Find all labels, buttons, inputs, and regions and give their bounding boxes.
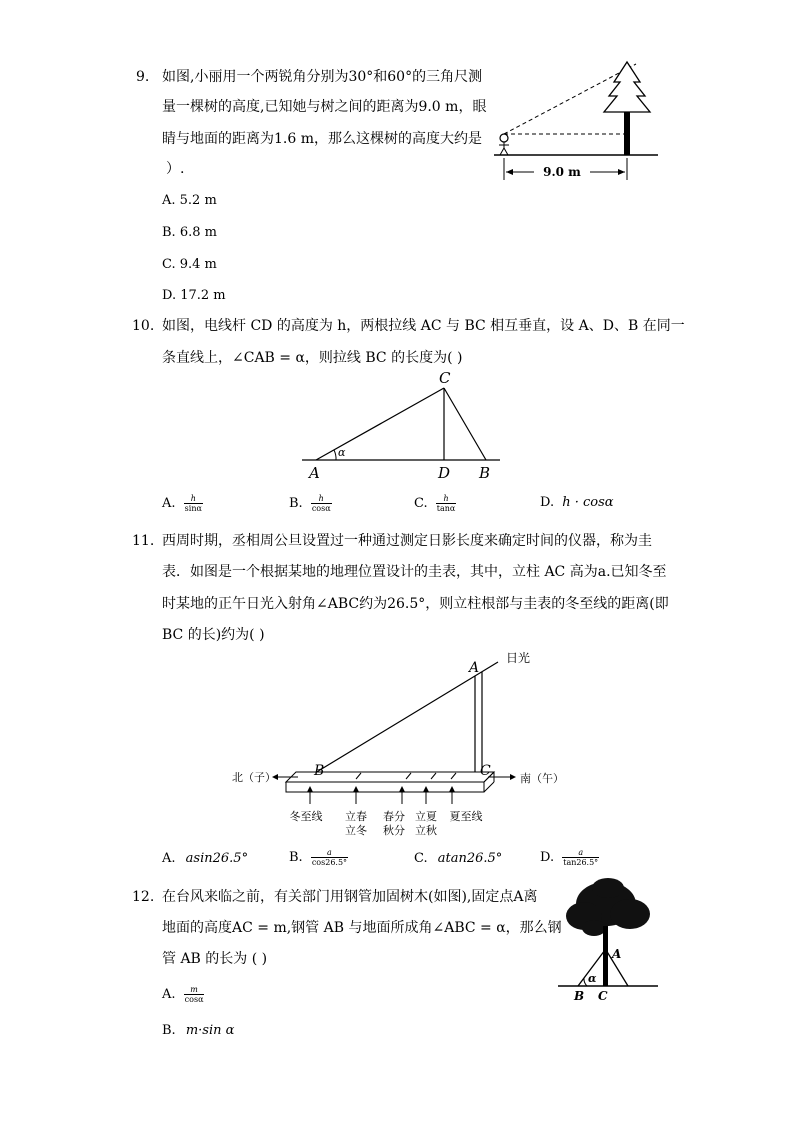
- option-c[interactable]: C. 9.4 m: [162, 257, 217, 272]
- point-b-label: B: [314, 763, 325, 779]
- mark-label: 立夏: [415, 810, 437, 823]
- option-a[interactable]: A. $\frac{h}{\sin\alpha}$: [162, 494, 202, 513]
- option-b[interactable]: B. $\frac{a}{\cos 26.5^\circ}$: [289, 848, 348, 867]
- question-number: 12.: [132, 889, 155, 905]
- mark-label: 立冬: [345, 824, 367, 837]
- alpha-label: α: [338, 446, 346, 459]
- north-label: 北（子）: [232, 771, 276, 784]
- question-text-line: 时某地的正午日光入射角∠ABC约为26.5°，则立柱根部与圭表的冬至线的距离(即: [162, 596, 669, 612]
- question-text-line: 在台风来临之前，有关部门用钢管加固树木(如图),固定点A离: [162, 889, 538, 905]
- option-b[interactable]: B. m·sin α: [162, 1023, 235, 1038]
- distance-label: 9.0 m: [543, 165, 581, 179]
- sunlight-label: 日光: [506, 651, 531, 665]
- point-c-label: C: [439, 369, 451, 387]
- mark-label: 秋分: [383, 824, 405, 837]
- mark-label: 立春: [345, 810, 367, 823]
- tree-brace-figure: [554, 876, 662, 1004]
- question-number: 11.: [132, 533, 155, 549]
- fraction: $\frac{h}{\tan\alpha}$: [436, 494, 456, 513]
- mark-label: 春分: [383, 810, 405, 823]
- question-text-line: 管 AB 的长为 ( ): [162, 951, 268, 967]
- option-a[interactable]: A. $\frac{m}{\cos\alpha}$: [162, 985, 204, 1004]
- question-text-line: 如图,小丽用一个两锐角分别为30°和60°的三角尺测: [162, 69, 483, 85]
- fraction: $\frac{h}{\sin\alpha}$: [184, 494, 202, 513]
- pole-figure: [296, 368, 506, 484]
- fraction: $\frac{a}{\cos 26.5^\circ}$: [311, 848, 348, 867]
- point-a-label: A: [469, 660, 480, 676]
- point-c-label: C: [480, 763, 491, 779]
- mark-label: 夏至线: [449, 810, 483, 823]
- question-number: 9.: [136, 69, 150, 85]
- option-a[interactable]: A. asin26.5°: [162, 851, 249, 866]
- question-number: 10.: [132, 318, 155, 334]
- question-text-line: 表．如图是一个根据某地的地理位置设计的圭表，其中，立柱 AC 高为a.已知冬至: [162, 564, 667, 580]
- question-text-line: 睛与地面的距离为1.6 m，那么这棵树的高度大约是: [162, 131, 482, 147]
- tree-height-figure: [490, 58, 660, 186]
- question-text-line: 地面的高度AC = m,钢管 AB 与地面所成角∠ABC = α，那么钢: [162, 920, 562, 936]
- option-d[interactable]: D. h · cosα: [540, 495, 614, 510]
- gnomon-figure: [226, 648, 531, 838]
- fraction: $\frac{m}{\cos\alpha}$: [184, 985, 204, 1004]
- option-b[interactable]: B. $\frac{h}{\cos\alpha}$: [289, 494, 331, 513]
- option-d[interactable]: D. 17.2 m: [162, 288, 226, 303]
- mark-label: 立秋: [415, 824, 437, 837]
- point-a-label: A: [612, 947, 622, 961]
- question-text-line: 如图，电线杆 CD 的高度为 h，两根拉线 AC 与 BC 相互垂直，设 A、D、B 在同一: [162, 318, 685, 334]
- point-a-label: A: [309, 464, 320, 482]
- alpha-label: α: [588, 972, 597, 985]
- fraction: $\frac{a}{\tan 26.5^\circ}$: [563, 848, 599, 867]
- option-b[interactable]: B. 6.8 m: [162, 225, 217, 240]
- point-b-label: B: [479, 464, 491, 482]
- question-text-line: ）.: [166, 161, 185, 177]
- south-label: 南（午）: [520, 772, 564, 785]
- option-c[interactable]: C. atan26.5°: [414, 851, 503, 866]
- option-a[interactable]: A. 5.2 m: [162, 193, 217, 208]
- option-c[interactable]: C. $\frac{h}{\tan\alpha}$: [414, 494, 456, 513]
- point-b-label: B: [574, 989, 585, 1003]
- mark-label: 冬至线: [289, 810, 323, 823]
- question-text-line: BC 的长)约为( ): [162, 627, 265, 643]
- point-c-label: C: [598, 989, 608, 1003]
- question-text-line: 条直线上，∠CAB = α，则拉线 BC 的长度为( ): [162, 350, 463, 366]
- question-text-line: 西周时期，丞相周公旦设置过一种通过测定日影长度来确定时间的仪器，称为圭: [162, 533, 652, 549]
- option-d[interactable]: D. $\frac{a}{\tan 26.5^\circ}$: [540, 848, 599, 867]
- point-d-label: D: [438, 464, 451, 482]
- fraction: $\frac{h}{\cos\alpha}$: [311, 494, 331, 513]
- question-text-line: 量一棵树的高度,已知她与树之间的距离为9.0 m，眼: [162, 99, 487, 115]
